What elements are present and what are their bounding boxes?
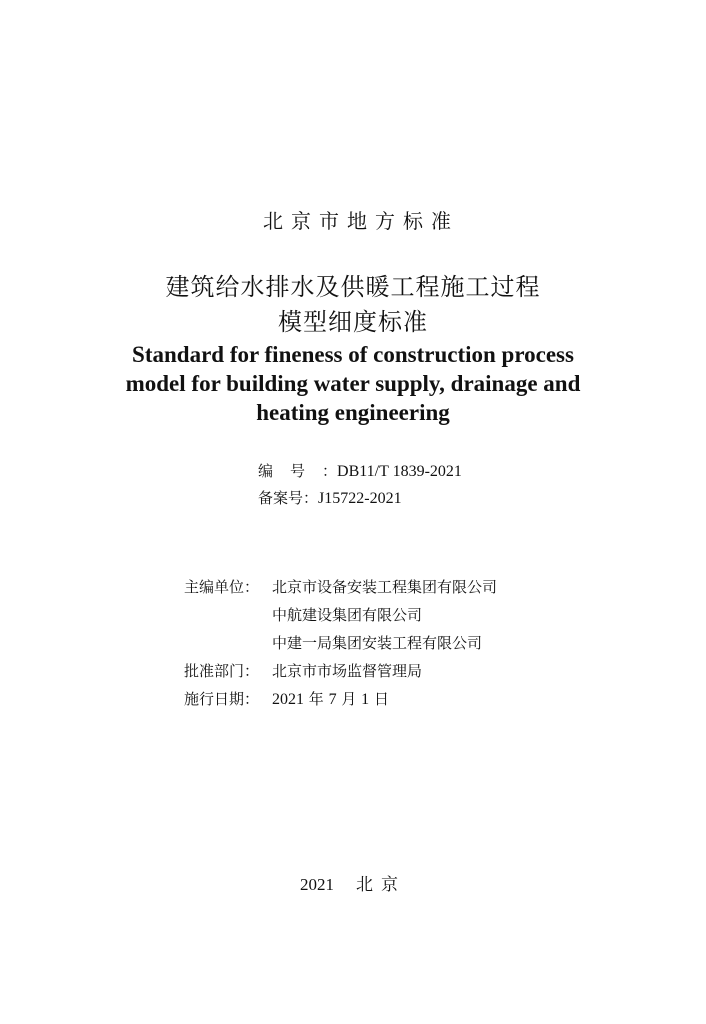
editor-row (184, 632, 482, 653)
approver-value: 北京市市场监督管理局 (272, 662, 423, 680)
editor-org-2: 中航建设集团有限公司 (272, 606, 423, 624)
record-number-value: J15722-2021 (318, 490, 402, 507)
record-number-label: 备案号： (258, 489, 319, 507)
standard-number-colon: ： (322, 462, 338, 480)
imprint (0, 870, 706, 895)
effective-month-unit: 月 (341, 690, 357, 708)
editor-org-3: 中建一局集团安装工程有限公司 (272, 634, 483, 652)
english-title-line-1: Standard for fineness of construction process (132, 342, 574, 367)
record-number (258, 487, 402, 508)
effective-day-unit: 日 (373, 690, 389, 708)
effective-date-label: 施行日期： (184, 690, 260, 708)
editor-row (184, 576, 497, 597)
approver-label: 批准部门： (184, 662, 260, 680)
effective-month: 7 (328, 691, 337, 708)
approver-row (184, 660, 422, 681)
standard-number (258, 460, 462, 481)
standard-number-value: DB11/T 1839-2021 (337, 463, 462, 480)
english-title-line-3: heating engineering (256, 400, 450, 425)
effective-day: 1 (361, 691, 370, 708)
chinese-title-line-2: 模型细度标准 (278, 308, 428, 336)
chinese-title-line-1: 建筑给水排水及供暖工程施工过程 (165, 273, 541, 301)
editor-label: 主编单位： (184, 578, 260, 596)
effective-year-unit: 年 (308, 690, 324, 708)
standard-number-label: 编号 (258, 462, 323, 480)
editor-row (184, 604, 422, 625)
effective-year: 2021 (272, 691, 304, 708)
editor-org-1: 北京市设备安装工程集团有限公司 (272, 578, 498, 596)
standard-series-heading: 北京市地方标准 (263, 209, 459, 233)
imprint-city: 北京 (356, 875, 406, 895)
effective-date-row (184, 688, 389, 709)
english-title-line-2: model for building water supply, drainage and (125, 371, 581, 396)
imprint-year: 2021 (300, 875, 334, 894)
